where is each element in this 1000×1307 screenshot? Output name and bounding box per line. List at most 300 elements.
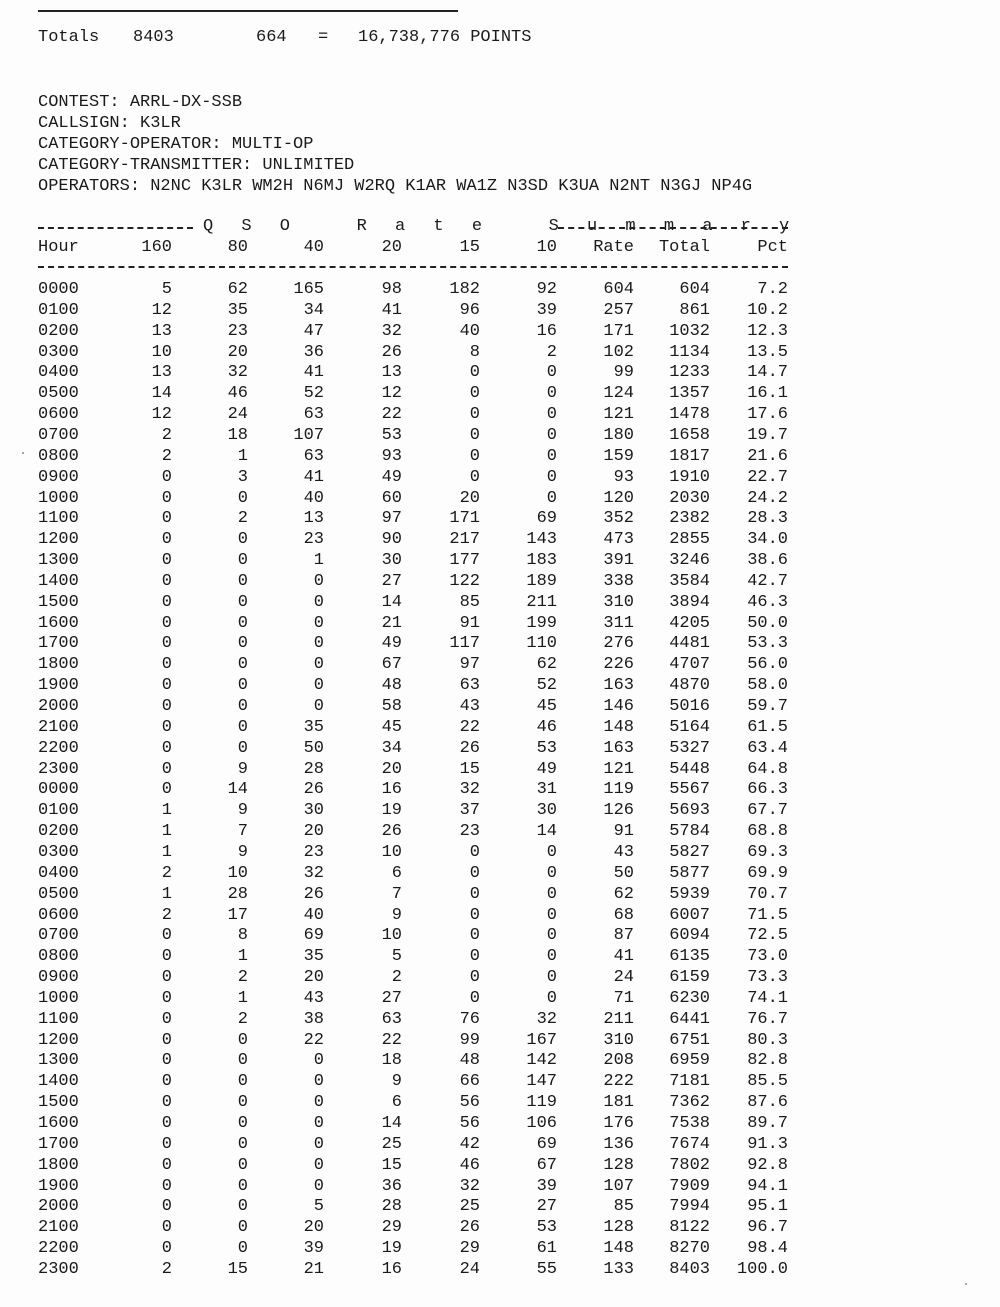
table-row xyxy=(0,843,1000,864)
cell-15: 24 xyxy=(459,1259,480,1279)
cell-total: 6959 xyxy=(669,1051,710,1071)
cell-10: 106 xyxy=(526,1114,557,1133)
cell-20: 27 xyxy=(381,988,402,1008)
cell-80: 0 xyxy=(237,1197,248,1217)
table-row xyxy=(0,551,1000,572)
cell-pct: 67.7 xyxy=(747,801,788,821)
cell-rate: 68 xyxy=(613,905,634,925)
cell-pct: 92.8 xyxy=(747,1155,788,1175)
table-row xyxy=(0,1010,1000,1031)
cell-40: 35 xyxy=(303,947,324,967)
cell-total: 4870 xyxy=(669,676,710,696)
cell-pct: 66.3 xyxy=(747,780,788,800)
cell-160: 1 xyxy=(161,822,172,842)
col-rate: Rate xyxy=(593,238,634,257)
cell-hour: 2000 xyxy=(38,1197,79,1217)
cell-10: 92 xyxy=(536,280,557,299)
table-row xyxy=(0,697,1000,718)
cell-20: 6 xyxy=(391,1093,402,1113)
cell-total: 604 xyxy=(679,280,710,299)
table-row xyxy=(0,1031,1000,1052)
cell-total: 1817 xyxy=(669,446,710,466)
cell-total: 6751 xyxy=(669,1030,710,1050)
cell-15: 117 xyxy=(449,634,480,654)
category-transmitter-line: CATEGORY-TRANSMITTER: UNLIMITED xyxy=(38,156,355,175)
cell-pct: 38.6 xyxy=(747,551,788,571)
top-rule xyxy=(38,10,458,12)
cell-80: 8 xyxy=(237,926,248,946)
table-row xyxy=(0,1177,1000,1198)
cell-total: 1032 xyxy=(669,321,710,341)
cell-10: 0 xyxy=(546,884,557,904)
cell-160: 0 xyxy=(161,926,172,946)
cell-10: 0 xyxy=(546,488,557,508)
cell-hour: 0300 xyxy=(38,842,79,862)
cell-pct: 68.8 xyxy=(747,822,788,842)
cell-10: 52 xyxy=(536,676,557,696)
cell-160: 0 xyxy=(161,530,172,550)
cell-hour: 0200 xyxy=(38,822,79,842)
totals-label: Totals xyxy=(38,28,100,47)
cell-160: 2 xyxy=(161,1259,172,1279)
cell-rate: 107 xyxy=(603,1176,634,1196)
cell-160: 0 xyxy=(161,988,172,1008)
cell-rate: 311 xyxy=(603,613,634,633)
cell-20: 13 xyxy=(381,363,402,383)
cell-80: 0 xyxy=(237,717,248,737)
cell-pct: 69.3 xyxy=(747,842,788,862)
cell-total: 1658 xyxy=(669,425,710,445)
cell-total: 7909 xyxy=(669,1176,710,1196)
table-row xyxy=(0,801,1000,822)
cell-160: 0 xyxy=(161,1093,172,1113)
cell-20: 10 xyxy=(381,926,402,946)
cell-160: 0 xyxy=(161,1009,172,1029)
cell-10: 0 xyxy=(546,446,557,466)
cell-20: 34 xyxy=(381,738,402,758)
cell-hour: 1800 xyxy=(38,655,79,675)
cell-20: 32 xyxy=(381,321,402,341)
cell-10: 45 xyxy=(536,697,557,716)
cell-rate: 159 xyxy=(603,446,634,466)
cell-160: 0 xyxy=(161,1072,172,1092)
cell-15: 26 xyxy=(459,1218,480,1238)
cell-15: 0 xyxy=(469,425,480,445)
cell-rate: 352 xyxy=(603,509,634,529)
cell-rate: 208 xyxy=(603,1051,634,1071)
cell-rate: 176 xyxy=(603,1114,634,1133)
cell-20: 12 xyxy=(381,384,402,404)
cell-total: 2030 xyxy=(669,488,710,508)
cell-10: 0 xyxy=(546,842,557,862)
cell-40: 165 xyxy=(293,280,324,299)
cell-15: 0 xyxy=(469,363,480,383)
cell-total: 5877 xyxy=(669,863,710,883)
col-160: 160 xyxy=(141,238,172,257)
banner-rule-left xyxy=(38,227,193,229)
cell-80: 7 xyxy=(237,822,248,842)
cell-10: 0 xyxy=(546,926,557,946)
cell-40: 0 xyxy=(313,1093,324,1113)
cell-80: 0 xyxy=(237,738,248,758)
cell-15: 0 xyxy=(469,905,480,925)
cell-160: 0 xyxy=(161,676,172,696)
table-row xyxy=(0,718,1000,739)
cell-pct: 12.3 xyxy=(747,321,788,341)
cell-total: 8270 xyxy=(669,1239,710,1259)
table-row xyxy=(0,1156,1000,1177)
cell-hour: 1200 xyxy=(38,1030,79,1050)
cell-160: 0 xyxy=(161,759,172,779)
cell-15: 177 xyxy=(449,551,480,571)
cell-40: 34 xyxy=(303,300,324,320)
cell-hour: 1400 xyxy=(38,571,79,591)
cell-80: 18 xyxy=(227,425,248,445)
col-15: 15 xyxy=(459,238,480,257)
cell-15: 76 xyxy=(459,1009,480,1029)
cell-20: 97 xyxy=(381,509,402,529)
cell-15: 8 xyxy=(469,342,480,362)
cell-20: 25 xyxy=(381,1134,402,1154)
cell-40: 63 xyxy=(303,405,324,425)
cell-20: 41 xyxy=(381,300,402,320)
cell-40: 0 xyxy=(313,1072,324,1092)
cell-hour: 0400 xyxy=(38,863,79,883)
table-row xyxy=(0,1114,1000,1135)
cell-hour: 2300 xyxy=(38,1259,79,1279)
cell-15: 0 xyxy=(469,968,480,988)
cell-160: 1 xyxy=(161,884,172,904)
cell-40: 20 xyxy=(303,968,324,988)
cell-rate: 102 xyxy=(603,342,634,362)
cell-20: 18 xyxy=(381,1051,402,1071)
cell-80: 0 xyxy=(237,634,248,654)
cell-total: 1233 xyxy=(669,363,710,383)
cell-80: 0 xyxy=(237,1176,248,1196)
cell-20: 2 xyxy=(391,968,402,988)
table-row xyxy=(0,280,1000,301)
cell-40: 23 xyxy=(303,530,324,550)
cell-20: 22 xyxy=(381,1030,402,1050)
table-row xyxy=(0,509,1000,530)
cell-20: 60 xyxy=(381,488,402,508)
cell-15: 0 xyxy=(469,384,480,404)
cell-15: 0 xyxy=(469,842,480,862)
cell-pct: 95.1 xyxy=(747,1197,788,1217)
cell-total: 6441 xyxy=(669,1009,710,1029)
cell-15: 56 xyxy=(459,1114,480,1133)
cell-10: 53 xyxy=(536,738,557,758)
cell-pct: 53.3 xyxy=(747,634,788,654)
table-row xyxy=(0,780,1000,801)
cell-hour: 1500 xyxy=(38,1093,79,1113)
cell-rate: 124 xyxy=(603,384,634,404)
cell-40: 41 xyxy=(303,467,324,487)
cell-40: 69 xyxy=(303,926,324,946)
cell-20: 58 xyxy=(381,697,402,716)
table-row xyxy=(0,864,1000,885)
cell-15: 63 xyxy=(459,676,480,696)
cell-80: 9 xyxy=(237,842,248,862)
col-10: 10 xyxy=(536,238,557,257)
cell-40: 13 xyxy=(303,509,324,529)
table-row xyxy=(0,947,1000,968)
cell-10: 32 xyxy=(536,1009,557,1029)
table-row xyxy=(0,301,1000,322)
operators-line: OPERATORS: N2NC K3LR WM2H N6MJ W2RQ K1AR WA1Z N3SD K3UA N2NT N3GJ NP4G xyxy=(38,177,753,196)
cell-total: 5567 xyxy=(669,780,710,800)
cell-hour: 1300 xyxy=(38,551,79,571)
cell-15: 26 xyxy=(459,738,480,758)
cell-15: 0 xyxy=(469,446,480,466)
cell-40: 41 xyxy=(303,363,324,383)
cell-total: 3246 xyxy=(669,551,710,571)
cell-pct: 61.5 xyxy=(747,717,788,737)
cell-15: 0 xyxy=(469,988,480,1008)
cell-pct: 69.9 xyxy=(747,863,788,883)
cell-hour: 2000 xyxy=(38,697,79,716)
header-rule xyxy=(38,266,788,268)
banner-rule-right xyxy=(558,227,788,229)
cell-total: 6094 xyxy=(669,926,710,946)
cell-15: 25 xyxy=(459,1197,480,1217)
cell-10: 62 xyxy=(536,655,557,675)
cell-hour: 0000 xyxy=(38,780,79,800)
cell-20: 28 xyxy=(381,1197,402,1217)
cell-20: 26 xyxy=(381,342,402,362)
cell-total: 7362 xyxy=(669,1093,710,1113)
cell-pct: 21.6 xyxy=(747,446,788,466)
table-row xyxy=(0,634,1000,655)
cell-15: 46 xyxy=(459,1155,480,1175)
cell-40: 22 xyxy=(303,1030,324,1050)
table-row xyxy=(0,363,1000,384)
cell-80: 24 xyxy=(227,405,248,425)
cell-80: 23 xyxy=(227,321,248,341)
cell-15: 0 xyxy=(469,467,480,487)
cell-pct: 100.0 xyxy=(736,1259,788,1279)
cell-20: 16 xyxy=(381,1259,402,1279)
cell-160: 0 xyxy=(161,509,172,529)
category-operator-line: CATEGORY-OPERATOR: MULTI-OP xyxy=(38,135,314,154)
cell-hour: 0600 xyxy=(38,405,79,425)
cell-hour: 0900 xyxy=(38,968,79,988)
cell-40: 0 xyxy=(313,1176,324,1196)
cell-20: 29 xyxy=(381,1218,402,1238)
cell-pct: 89.7 xyxy=(747,1114,788,1133)
cell-160: 0 xyxy=(161,1051,172,1071)
cell-pct: 58.0 xyxy=(747,676,788,696)
cell-hour: 1900 xyxy=(38,676,79,696)
cell-80: 9 xyxy=(237,801,248,821)
scan-speck xyxy=(965,1283,967,1285)
cell-80: 0 xyxy=(237,1030,248,1050)
cell-pct: 80.3 xyxy=(747,1030,788,1050)
cell-20: 15 xyxy=(381,1155,402,1175)
cell-40: 0 xyxy=(313,676,324,696)
cell-40: 36 xyxy=(303,342,324,362)
cell-rate: 128 xyxy=(603,1155,634,1175)
col-total: Total xyxy=(658,238,710,257)
cell-80: 2 xyxy=(237,509,248,529)
cell-total: 8122 xyxy=(669,1218,710,1238)
cell-10: 2 xyxy=(546,342,557,362)
cell-160: 2 xyxy=(161,425,172,445)
cell-15: 23 xyxy=(459,822,480,842)
cell-pct: 73.3 xyxy=(747,968,788,988)
col-20: 20 xyxy=(381,238,402,257)
cell-rate: 310 xyxy=(603,592,634,612)
cell-160: 10 xyxy=(151,342,172,362)
cell-160: 12 xyxy=(151,405,172,425)
cell-total: 5784 xyxy=(669,822,710,842)
cell-10: 49 xyxy=(536,759,557,779)
cell-10: 183 xyxy=(526,551,557,571)
cell-hour: 1000 xyxy=(38,488,79,508)
cell-hour: 1800 xyxy=(38,1155,79,1175)
cell-hour: 2200 xyxy=(38,738,79,758)
cell-160: 12 xyxy=(151,300,172,320)
cell-total: 5693 xyxy=(669,801,710,821)
cell-rate: 87 xyxy=(613,926,634,946)
cell-hour: 0600 xyxy=(38,905,79,925)
cell-160: 0 xyxy=(161,1218,172,1238)
cell-hour: 1400 xyxy=(38,1072,79,1092)
cell-pct: 16.1 xyxy=(747,384,788,404)
col-pct: Pct xyxy=(757,238,788,257)
cell-160: 2 xyxy=(161,905,172,925)
cell-10: 69 xyxy=(536,1134,557,1154)
cell-15: 0 xyxy=(469,884,480,904)
cell-rate: 257 xyxy=(603,300,634,320)
cell-10: 167 xyxy=(526,1030,557,1050)
cell-10: 14 xyxy=(536,822,557,842)
rate-summary-title: Q S O R a t e S u m m a r y xyxy=(203,217,799,236)
cell-160: 2 xyxy=(161,863,172,883)
cell-20: 53 xyxy=(381,425,402,445)
table-row xyxy=(0,1239,1000,1260)
cell-20: 26 xyxy=(381,822,402,842)
cell-20: 7 xyxy=(391,884,402,904)
cell-80: 62 xyxy=(227,280,248,299)
cell-160: 0 xyxy=(161,634,172,654)
cell-160: 0 xyxy=(161,717,172,737)
cell-total: 7674 xyxy=(669,1134,710,1154)
cell-pct: 24.2 xyxy=(747,488,788,508)
cell-hour: 0500 xyxy=(38,884,79,904)
table-row xyxy=(0,906,1000,927)
cell-15: 22 xyxy=(459,717,480,737)
cell-rate: 119 xyxy=(603,780,634,800)
cell-total: 1134 xyxy=(669,342,710,362)
cell-10: 55 xyxy=(536,1259,557,1279)
cell-40: 52 xyxy=(303,384,324,404)
cell-160: 0 xyxy=(161,1239,172,1259)
cell-20: 48 xyxy=(381,676,402,696)
cell-80: 0 xyxy=(237,571,248,591)
table-row xyxy=(0,822,1000,843)
cell-rate: 136 xyxy=(603,1134,634,1154)
cell-80: 0 xyxy=(237,551,248,571)
cell-80: 0 xyxy=(237,1114,248,1133)
cell-40: 0 xyxy=(313,613,324,633)
cell-20: 20 xyxy=(381,759,402,779)
cell-rate: 71 xyxy=(613,988,634,1008)
cell-20: 27 xyxy=(381,571,402,591)
cell-rate: 120 xyxy=(603,488,634,508)
cell-20: 49 xyxy=(381,634,402,654)
cell-160: 0 xyxy=(161,1030,172,1050)
cell-10: 31 xyxy=(536,780,557,800)
cell-40: 20 xyxy=(303,822,324,842)
cell-pct: 17.6 xyxy=(747,405,788,425)
table-row xyxy=(0,885,1000,906)
cell-20: 63 xyxy=(381,1009,402,1029)
cell-10: 16 xyxy=(536,321,557,341)
cell-15: 217 xyxy=(449,530,480,550)
table-row xyxy=(0,1218,1000,1239)
cell-20: 93 xyxy=(381,446,402,466)
cell-40: 50 xyxy=(303,738,324,758)
cell-80: 28 xyxy=(227,884,248,904)
contest-header xyxy=(38,92,752,197)
cell-15: 85 xyxy=(459,592,480,612)
cell-total: 5448 xyxy=(669,759,710,779)
cell-80: 46 xyxy=(227,384,248,404)
cell-total: 1910 xyxy=(669,467,710,487)
table-row xyxy=(0,405,1000,426)
cell-total: 5327 xyxy=(669,738,710,758)
cell-15: 96 xyxy=(459,300,480,320)
col-80: 80 xyxy=(227,238,248,257)
cell-20: 22 xyxy=(381,405,402,425)
cell-total: 7802 xyxy=(669,1155,710,1175)
cell-160: 0 xyxy=(161,551,172,571)
cell-total: 5164 xyxy=(669,717,710,737)
cell-160: 0 xyxy=(161,968,172,988)
cell-rate: 133 xyxy=(603,1259,634,1279)
cell-15: 40 xyxy=(459,321,480,341)
cell-40: 47 xyxy=(303,321,324,341)
cell-rate: 121 xyxy=(603,759,634,779)
table-row xyxy=(0,322,1000,343)
cell-hour: 1100 xyxy=(38,1009,79,1029)
cell-15: 29 xyxy=(459,1239,480,1259)
cell-10: 147 xyxy=(526,1072,557,1092)
cell-40: 0 xyxy=(313,592,324,612)
cell-total: 1478 xyxy=(669,405,710,425)
scan-speck xyxy=(22,452,24,454)
cell-hour: 1900 xyxy=(38,1176,79,1196)
cell-rate: 181 xyxy=(603,1093,634,1113)
cell-rate: 93 xyxy=(613,467,634,487)
cell-160: 0 xyxy=(161,1155,172,1175)
cell-pct: 14.7 xyxy=(747,363,788,383)
table-row xyxy=(0,1093,1000,1114)
cell-15: 99 xyxy=(459,1030,480,1050)
cell-rate: 24 xyxy=(613,968,634,988)
cell-160: 0 xyxy=(161,613,172,633)
cell-160: 0 xyxy=(161,467,172,487)
cell-160: 0 xyxy=(161,780,172,800)
cell-pct: 22.7 xyxy=(747,467,788,487)
cell-15: 66 xyxy=(459,1072,480,1092)
cell-hour: 1300 xyxy=(38,1051,79,1071)
cell-40: 0 xyxy=(313,1114,324,1133)
cell-20: 9 xyxy=(391,905,402,925)
cell-40: 0 xyxy=(313,1051,324,1071)
cell-160: 13 xyxy=(151,363,172,383)
